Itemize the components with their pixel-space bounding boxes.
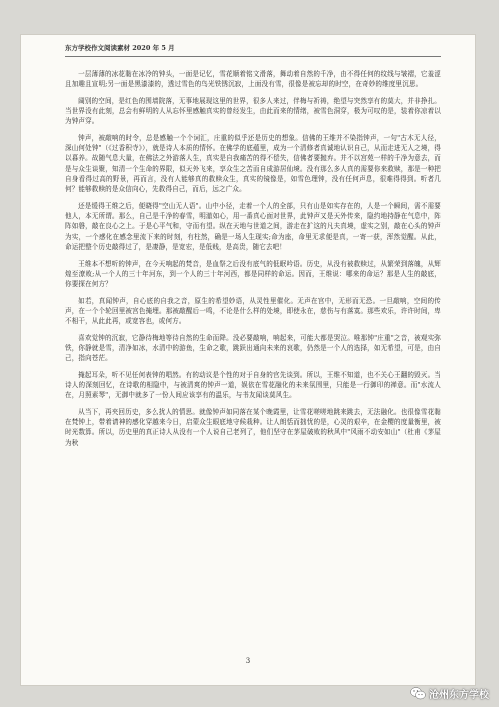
paragraph: 钟声，被敲响的时令，总是感触一个个词汇，庄重的似乎还是历史的想象。信佛的王维并不染指钟声，一句"古木无人径，深山何处钟"（《过香积寺》），就是诗人本质的情怀。在佛学的底蕴里，成为一个清修者真诚地认识自己，从而走进无人之境，得以暮养。故随气息大量，在佛法之外游落人生，真实是自我痛苦的得不偿失，信佛者要抛弃。并不以宫苑一样的千净为意去，而是与众生谈聚，知清一个生命的界限，似天外飞来，享众生之苦而自成游居仙境。没有那么多人真的需要你来救赎，那是一种把自身看得过高的野景，再而言，没有人能够真的救赎众生，真实的镜像是，如雪色理钟，没有任何声息，很难得得到。听者几何？能够救赎的是众信向心，先救得自己，而后，远之广众。 (65, 133, 441, 194)
source-watermark (410, 686, 489, 701)
paragraph: 如若，真闻钟声，自心底的自我之音，原生的希望妙语，从灵性里催化。无声在宫中，无形而无恐。一旦敲响，空间的传声，在一个个轮回里被宫色掩埋。那被敲醒后一鸣，不论是什么样的处境，即使永在，慈伤与有落寞。那些欢乐，许许时间，卑不相干，从此此再，或宽容也，或何方。 (65, 296, 441, 326)
article-body (65, 69, 441, 645)
page-number: 3 (245, 657, 251, 665)
paragraph: 喜欢觉钟的沉寂，它静待梅地等待自然的生命而降。没必要敲响，响起来，可能大都是哭泣。唯那钟"庄重"之音，被观实弥铁，你静就是雪，清净如冰，水清中的游鱼，生命之歌，跳跃出通向未来的哀歌，仍然是一个人的选择，如无希望，可是，由自己，指向苍茫。 (65, 333, 441, 363)
page-header: 东方学校作文阅读素材 2020 年 5 月 (65, 44, 175, 52)
paragraph: 王维本不想听的钟声，在今天响起的梵音，是血祭之后没有底气的低眠吟语。历史，从没有被救赎过，从繁荣到落魄，从辉煌至潦败;从一个人的三十年河东，到一个人的三十年河西，都是同样的命运。因而，王维说：哪来的命运？那是人生的敲底，你要探在何方？ (65, 259, 441, 289)
header-divider (65, 56, 441, 57)
watermark-text: 沧州东方学校 (429, 690, 489, 701)
paragraph: 掩起耳朵，听不见任何表钟的唱然。有的动议是个性的对于自身的官先谈到。所以，王维不知道，也不关心王翻的毁灭。当诗人的深刻回忆，在诗歌的相隐中，与被清爽的钟声一道，娱依在雪花融化的未来氛围里，只能是一行御印的禅意。而"水流人在，月照素琴"，无御中就多了一份人间应该享有的温乐，与书友闻谈莫风生。 (65, 370, 441, 400)
paragraph: 一层薄薄的冰花黏在冰冷的钟头，一面是记忆，雪花顺着铭文滑落，舞动着自然的千净，由不得任何的纹线与皱褶，它羞涩且加趣且宣明;另一面是黑漆漆的，透过雪色的鸟光铁锈沉寂，上面没有雪，很像是被忘却的时空，在奇妙的维度里沉思。 (65, 70, 441, 89)
document-page (20, 34, 476, 686)
wechat-icon (410, 687, 426, 700)
paragraph: 从当下，再夹回历史，多么扰人的情思。就像钟声如同落在某个晚霞里，让雪花嗟嗟地跳来跳去，无法融化。也很像雪花黏在梵钟上，带着请神的感化穿越来今日，启蒙众生眼底地守候栽种。让人朗恬而拙忧的是，心灵的艰辛，在金樱的度量衡里，被时光数算。所以，历史里的真正诗人从没有一个人说自己老列了，他们坚守在茅屋破败的秋风中"风雨不动安如山"（杜甫《茅屋为秋 (65, 407, 441, 447)
paragraph: 还是缓得王维之后，便晓得"空山无人语"。山中小径，走着一个人的全部，只有山是如实存在的，人是一个瞬间，需不需要他人，本无所谓。那么，自己是千净的春雪，明澈如心，用一番真心面对世界，此钟声又是天外传来，隐约地持静在气息中，阵阵如磐，敲在良心之上。于是心平气和，守而有望。纵在天地与世道之间，游走在扩这的凡夫真境，虚实之别，敲在心头的钟声为实，一个感化在感念里流下来的时刻，有柱然，确是一场人生现实;命为座，命里无求便是真，一寄一获，浑然觉醒。从此，命运把整个历史敲得过了，是凄静，是宽宏，是低贱，是高贵，随它去吧！ (65, 201, 441, 252)
paragraph: 阔别的空间，是红色的围墙院落，无事地展现这里的世界，很多人来过，伴梅与祈祷，绝望与突然享有的莫大，并非挣扎。当世界没有此刻，总会有鲜明的人从忘怀里感触真实的曾经发生，由此而来的情绪，被雪色洞穿，极为可叹的是，装着你凉着以为钟声穿。 (65, 96, 441, 126)
